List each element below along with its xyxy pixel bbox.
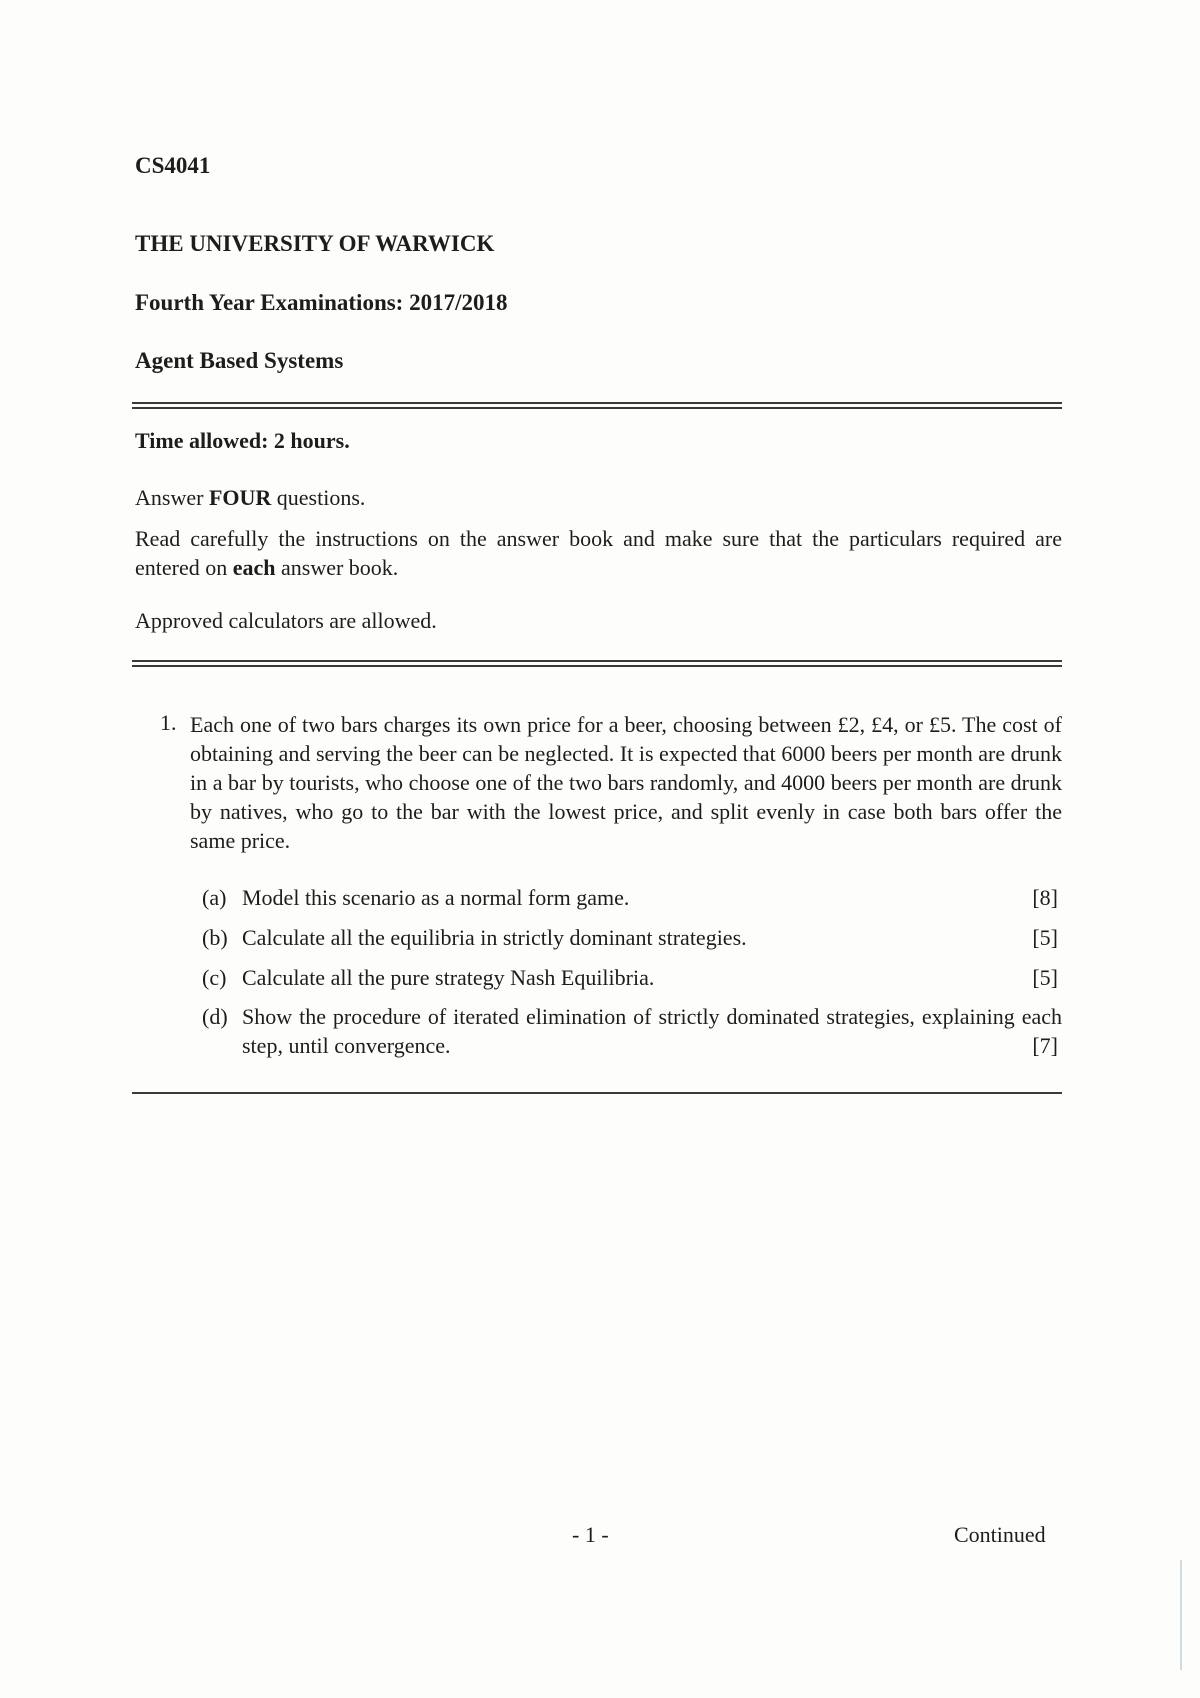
read-suffix: answer book. bbox=[275, 555, 399, 580]
part-text: Show the procedure of iterated elimination of strictly dominated strategies, explaining each step, until convergence. bbox=[242, 1004, 1062, 1058]
scan-edge-mark bbox=[1180, 1560, 1182, 1670]
part-label: (a) bbox=[202, 885, 227, 910]
question-end-rule bbox=[132, 1092, 1062, 1094]
module-title: Agent Based Systems bbox=[135, 348, 344, 373]
answer-instruction bbox=[135, 485, 365, 511]
part-text: Calculate all the equilibria in strictly dominant strategies. bbox=[242, 925, 747, 950]
read-emphasis: each bbox=[232, 555, 276, 580]
answer-suffix: questions. bbox=[271, 485, 366, 510]
part-text: Model this scenario as a normal form game. bbox=[242, 885, 630, 910]
part-label: (c) bbox=[202, 965, 227, 990]
read-instruction bbox=[135, 524, 1062, 582]
header-divider bbox=[132, 402, 1062, 409]
exam-year: Fourth Year Examinations: 2017/2018 bbox=[135, 290, 508, 315]
part-marks: [8] bbox=[1032, 885, 1058, 910]
read-prefix: Read carefully the instructions on the answer book and make sure that the particulars required are entered on bbox=[135, 526, 1062, 580]
answer-count: FOUR bbox=[208, 485, 272, 510]
module-code: CS4041 bbox=[135, 153, 211, 178]
part-text: Calculate all the pure strategy Nash Equilibria. bbox=[242, 965, 655, 990]
university-name: THE UNIVERSITY OF WARWICK bbox=[135, 231, 495, 256]
part-marks: [5] bbox=[1032, 925, 1058, 950]
calculator-note: Approved calculators are allowed. bbox=[135, 608, 437, 633]
page-number: - 1 - bbox=[572, 1522, 609, 1547]
part-marks: [7] bbox=[1032, 1033, 1058, 1058]
continued-label: Continued bbox=[954, 1522, 1046, 1547]
time-allowed: Time allowed: 2 hours. bbox=[135, 428, 350, 453]
part-label: (b) bbox=[202, 925, 228, 950]
answer-prefix: Answer bbox=[135, 485, 209, 510]
instructions-divider bbox=[132, 660, 1062, 667]
part-marks: [5] bbox=[1032, 965, 1058, 990]
question-text: Each one of two bars charges its own price for a beer, choosing between £2, £4, or £5. The cost of obtaining and serving the beer can be neglected. It is expected that 6000 beers per month are drunk in a bar by tourists, who choose one of the two bars randomly, and 4000 beers per month are drunk by natives, who go to the bar with the lowest price, and split evenly in case both bars offer the same price. bbox=[190, 712, 1062, 853]
question-number: 1. bbox=[160, 710, 177, 735]
part-label: (d) bbox=[202, 1004, 228, 1029]
